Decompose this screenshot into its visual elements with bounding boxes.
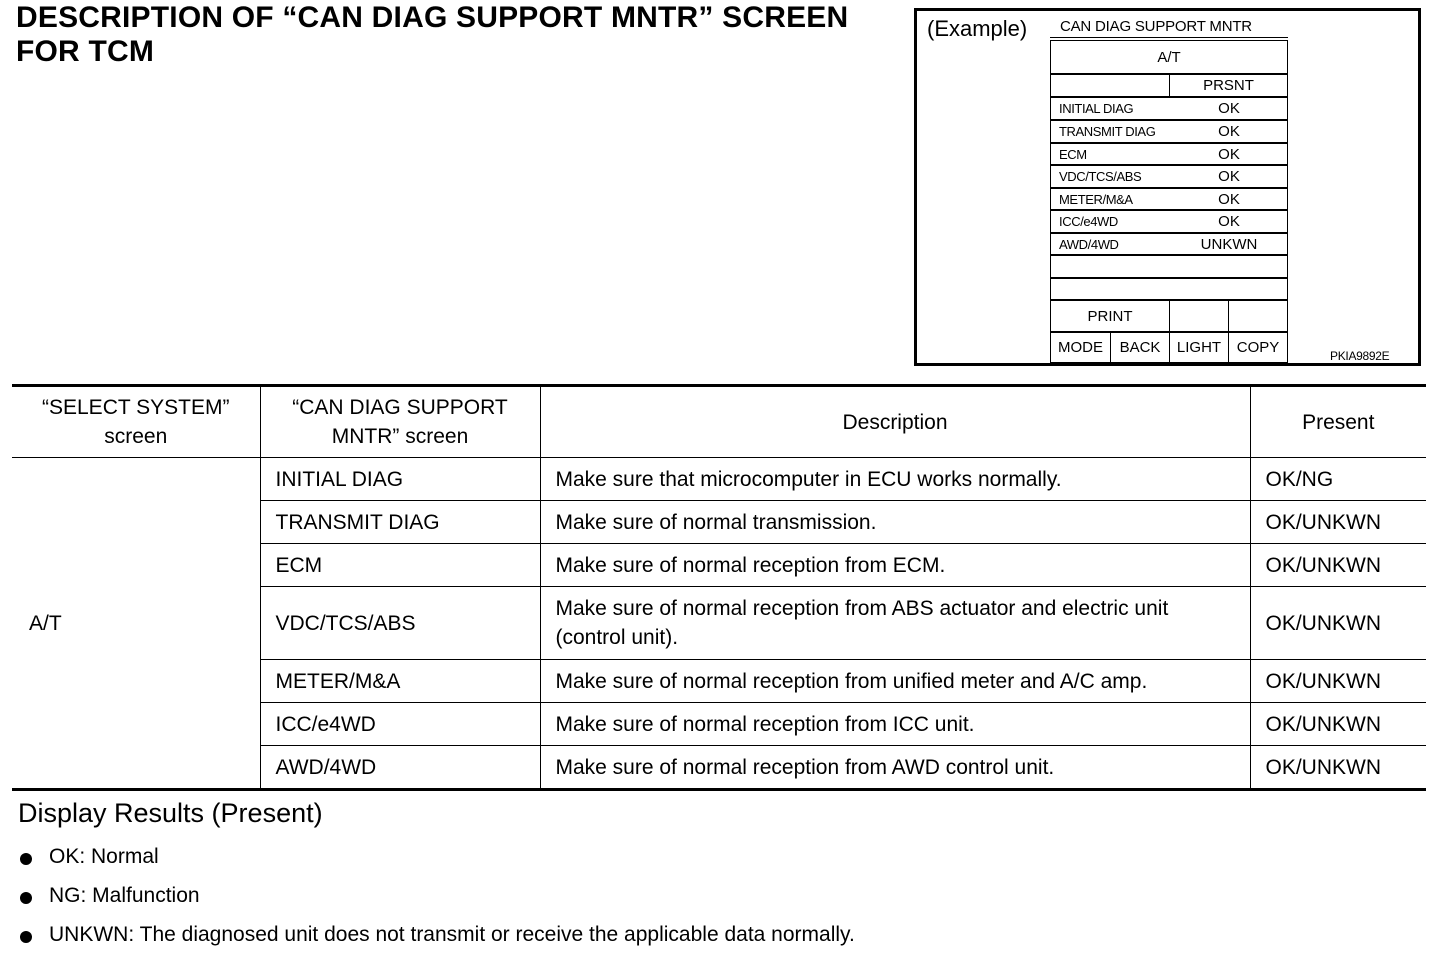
system-cell: A/T — [12, 458, 260, 790]
example-label: (Example) — [927, 16, 1028, 41]
example-system-cell — [1050, 40, 1288, 74]
example-row — [1050, 233, 1288, 255]
figure-code: PKIA9892E — [1330, 349, 1390, 363]
example-row-value: OK — [1218, 168, 1240, 185]
description-cell: Make sure of normal reception from unified meter and A/C amp. — [540, 660, 1250, 703]
list-item — [18, 881, 855, 920]
page-title-line-2: FOR TCM — [16, 35, 155, 68]
present-cell: OK/NG — [1250, 458, 1426, 501]
description-cell: Make sure of normal reception from ABS actuator and electric unit (control unit). — [540, 587, 1250, 660]
example-row-value: OK — [1218, 145, 1240, 163]
results-list — [18, 842, 855, 959]
present-cell: OK/UNKWN — [1250, 501, 1426, 544]
header-present: Present — [1250, 386, 1426, 458]
example-row — [1050, 165, 1288, 188]
example-print-label: PRINT — [1087, 307, 1133, 325]
present-cell: OK/UNKWN — [1250, 746, 1426, 790]
example-row — [1050, 120, 1288, 143]
item-cell: ICC/e4WD — [260, 703, 540, 746]
example-empty-row — [1050, 255, 1288, 278]
example-system-label: A/T — [1157, 48, 1181, 66]
description-cell: Make sure of normal transmission. — [540, 501, 1250, 544]
example-row-item: VDC/TCS/ABS — [1059, 169, 1142, 184]
item-cell: VDC/TCS/ABS — [260, 587, 540, 660]
item-cell: ECM — [260, 544, 540, 587]
header-description: Description — [540, 386, 1250, 458]
results-heading: Display Results (Present) — [18, 798, 323, 828]
example-header-blank-cell — [1050, 74, 1170, 97]
header-select-system: “SELECT SYSTEM” screen — [12, 386, 260, 458]
present-cell: OK/UNKWN — [1250, 703, 1426, 746]
example-back-label: BACK — [1119, 339, 1161, 356]
item-cell: TRANSMIT DIAG — [260, 501, 540, 544]
example-mode-button[interactable] — [1050, 332, 1111, 363]
example-blank-button — [1169, 300, 1229, 332]
table-row — [12, 458, 1426, 501]
example-row-value: OK — [1218, 213, 1240, 230]
example-row — [1050, 143, 1288, 165]
example-screen-title: CAN DIAG SUPPORT MNTR — [1060, 18, 1252, 35]
bullet-icon — [20, 931, 32, 943]
item-cell: AWD/4WD — [260, 746, 540, 790]
description-cell: Make sure of normal reception from ECM. — [540, 544, 1250, 587]
example-row-item: METER/M&A — [1059, 191, 1133, 207]
result-text: UNKWN: The diagnosed unit does not transmit or receive the applicable data normally. — [49, 923, 855, 946]
present-cell: OK/UNKWN — [1250, 660, 1426, 703]
example-light-label: LIGHT — [1176, 339, 1222, 356]
example-screen-title-rule — [1050, 37, 1288, 38]
example-blank-button — [1228, 300, 1288, 332]
example-prsnt-header — [1169, 74, 1288, 97]
present-cell: OK/UNKWN — [1250, 587, 1426, 660]
result-text: NG: Malfunction — [49, 884, 200, 907]
list-item — [18, 842, 855, 881]
example-row-value: UNKWN — [1200, 235, 1258, 253]
example-row-item: ICC/e4WD — [1059, 214, 1118, 229]
example-row-item: TRANSMIT DIAG — [1059, 124, 1156, 139]
bullet-icon — [20, 892, 32, 904]
list-item — [18, 920, 855, 959]
description-cell: Make sure that microcomputer in ECU works normally. — [540, 458, 1250, 501]
example-row-value: OK — [1218, 190, 1240, 208]
example-row-item: ECM — [1059, 146, 1087, 162]
example-row — [1050, 188, 1288, 210]
example-row-value: OK — [1218, 100, 1240, 117]
description-cell: Make sure of normal reception from ICC unit. — [540, 703, 1250, 746]
example-row — [1050, 210, 1288, 233]
example-back-button[interactable] — [1110, 332, 1170, 363]
example-light-button[interactable] — [1169, 332, 1229, 363]
example-copy-button[interactable] — [1228, 332, 1288, 363]
page-title-line-1: DESCRIPTION OF “CAN DIAG SUPPORT MNTR” SCREEN — [16, 1, 849, 34]
item-cell: INITIAL DIAG — [260, 458, 540, 501]
page-title — [16, 1, 848, 69]
example-row-item: AWD/4WD — [1059, 236, 1119, 252]
example-row-value: OK — [1218, 123, 1240, 140]
result-text: OK: Normal — [49, 845, 159, 868]
description-table — [12, 384, 1426, 791]
example-mode-label: MODE — [1058, 339, 1103, 356]
example-row-item: INITIAL DIAG — [1059, 101, 1134, 116]
example-empty-row — [1050, 278, 1288, 300]
description-cell: Make sure of normal reception from AWD control unit. — [540, 746, 1250, 790]
example-copy-label: COPY — [1236, 339, 1280, 356]
table-header-row — [12, 386, 1426, 458]
bullet-icon — [20, 853, 32, 865]
present-cell: OK/UNKWN — [1250, 544, 1426, 587]
example-print-button[interactable] — [1050, 300, 1170, 332]
item-cell: METER/M&A — [260, 660, 540, 703]
example-prsnt-header-label: PRSNT — [1203, 77, 1254, 94]
header-can-diag: “CAN DIAG SUPPORT MNTR” screen — [260, 386, 540, 458]
example-row — [1050, 97, 1288, 120]
